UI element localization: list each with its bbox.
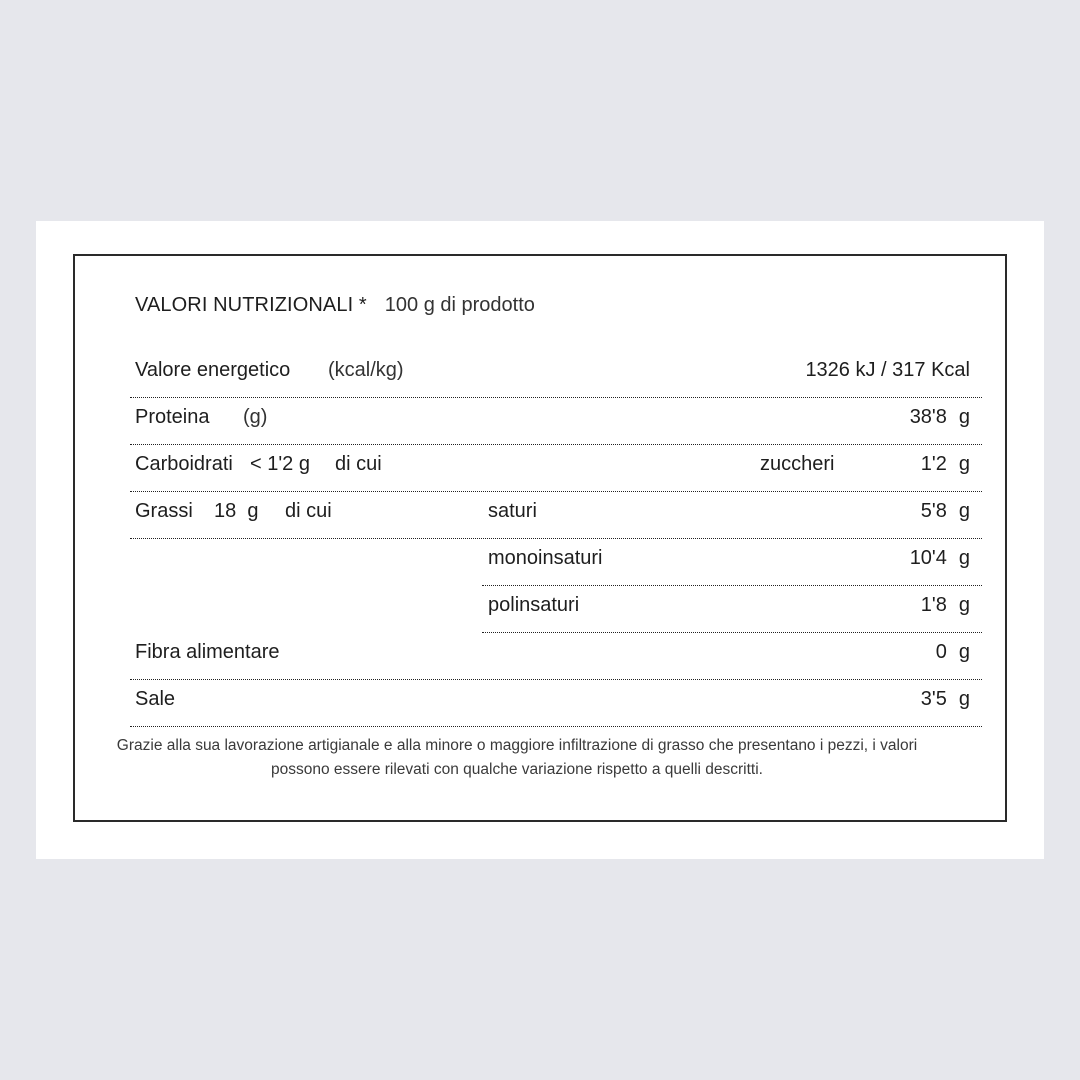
disclaimer-note: Grazie alla sua lavorazione artigianale e alla minore o maggiore infiltrazione di grasso che presentano i pezzi, i valori possono essere rilevati con qualche variazione rispetto a quelli descritti. (116, 737, 918, 778)
row-sub-label: zuccheri (760, 453, 835, 475)
row-label: Grassi (135, 500, 193, 522)
row-of-which: di cui (335, 453, 382, 475)
row-unit: g (958, 453, 970, 475)
row-unit: g (958, 547, 970, 569)
dotted-divider (130, 726, 982, 727)
row-label: Proteina (135, 406, 210, 428)
table-title: VALORI NUTRIZIONALI * (135, 294, 367, 316)
row-unit-label: (kcal/kg) (328, 359, 404, 381)
row-sub-label: saturi (488, 500, 537, 522)
row-unit: g (958, 594, 970, 616)
row-value-group (936, 641, 970, 664)
row-value: 5'8 (920, 500, 947, 522)
row-amount: 18 g (214, 500, 259, 522)
row-polyunsaturated (130, 586, 982, 633)
row-unit: g (958, 406, 970, 428)
row-value-group (921, 594, 970, 617)
row-energy (130, 351, 982, 398)
row-sub-label: monoinsaturi (488, 547, 603, 569)
row-unit-label: (g) (243, 406, 268, 428)
row-value: 0 (935, 641, 947, 663)
serving-size: 100 g di prodotto (384, 294, 535, 316)
row-fats (130, 492, 982, 539)
row-value-group (910, 547, 970, 570)
row-label: Carboidrati (135, 453, 233, 475)
row-value-group (921, 500, 970, 523)
row-monounsaturated (130, 539, 982, 586)
nutrition-card (36, 221, 1044, 859)
row-sub-label: polinsaturi (488, 594, 580, 616)
row-unit: g (958, 641, 970, 663)
row-label: Sale (135, 688, 176, 710)
row-label: Fibra alimentare (135, 641, 280, 663)
row-unit: g (958, 688, 970, 710)
row-value-group (921, 453, 970, 476)
row-value: 1326 kJ / 317 Kcal (805, 359, 970, 381)
row-fiber (130, 633, 982, 680)
row-salt (130, 680, 982, 727)
row-carbohydrates (130, 445, 982, 492)
row-of-which: di cui (285, 500, 332, 522)
row-protein (130, 398, 982, 445)
row-value: 38'8 (909, 406, 947, 428)
row-value: 1'2 (920, 453, 947, 475)
row-unit: g (958, 500, 970, 522)
row-value: 10'4 (909, 547, 947, 569)
row-value: 1'8 (920, 594, 947, 616)
row-amount: < 1'2 g (250, 453, 310, 475)
row-value: 3'5 (920, 688, 947, 710)
row-value-group (921, 688, 970, 711)
row-value-group (910, 406, 970, 429)
table-header (135, 294, 535, 317)
row-label: Valore energetico (135, 359, 291, 381)
